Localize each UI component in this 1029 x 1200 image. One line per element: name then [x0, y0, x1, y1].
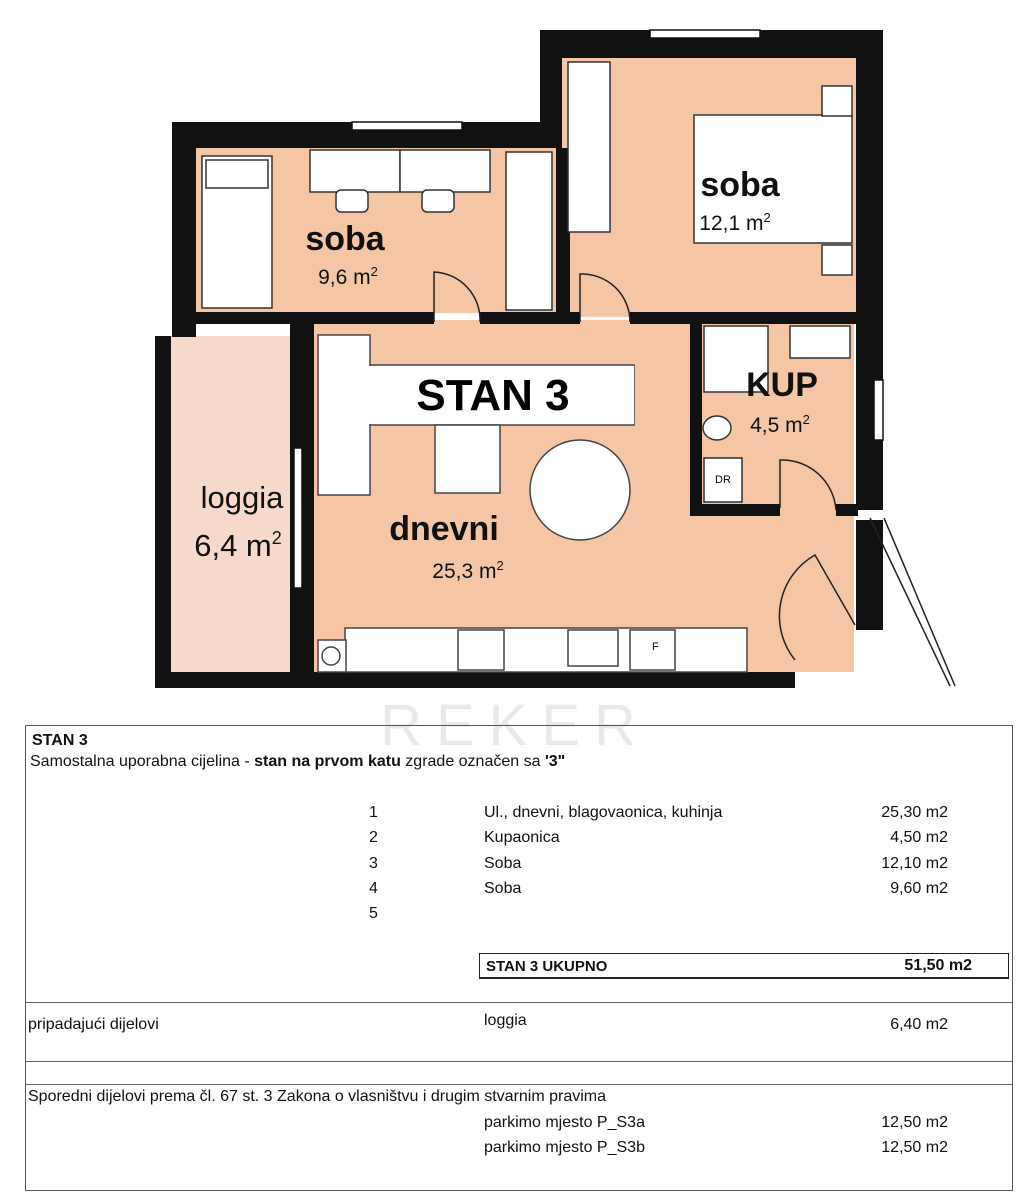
table-description: Samostalna uporabna cijelina - stan na prvom katu zgrade označen sa '3": [30, 753, 566, 770]
total-row: [479, 953, 1009, 979]
item-no-2: 2: [369, 829, 378, 846]
belonging-item: loggia: [484, 1012, 527, 1029]
parking-name-2: parkimo mjesto P_S3b: [484, 1139, 645, 1156]
item-name-3: Soba: [484, 855, 522, 872]
item-no-5: 5: [369, 905, 378, 922]
item-name-2: Kupaonica: [484, 829, 560, 846]
item-name-1: Ul., dnevni, blagovaonica, kuhinja: [484, 804, 723, 821]
item-no-1: 1: [369, 804, 378, 821]
item-no-3: 3: [369, 855, 378, 872]
divider-3: [26, 1084, 1012, 1085]
room-area-soba-large: 12,1 $m^2$: [699, 210, 771, 235]
room-name-soba-small: soba: [305, 220, 385, 258]
secondary-label: Sporedni dijelovi prema čl. 67 st. 3 Zakona o vlasništvu i drugim stvarnim pravima: [28, 1088, 607, 1105]
item-area-1: 25,30 m2: [881, 804, 948, 821]
belonging-area: 6,40 m2: [890, 1016, 948, 1033]
item-area-2: 4,50 m2: [890, 829, 948, 846]
item-area-3: 12,10 m2: [881, 855, 948, 872]
total-label: STAN 3 UKUPNO: [486, 958, 608, 975]
item-area-4: 9,60 m2: [890, 880, 948, 897]
room-area-loggia: 6,4 $m^2$: [194, 528, 282, 563]
area-table: [25, 725, 1013, 1191]
room-name-kup: KUP: [746, 366, 818, 404]
item-name-4: Soba: [484, 880, 522, 897]
total-area: 51,50 m2: [904, 957, 972, 974]
room-name-dnevni: dnevni: [389, 510, 499, 548]
fridge-label: F: [652, 641, 659, 653]
parking-name-1: parkimo mjesto P_S3a: [484, 1114, 645, 1131]
room-area-kup: 4,5 $m^2$: [750, 412, 810, 437]
room-area-soba-small: 9,6 $m^2$: [318, 264, 378, 289]
svg-text:REKER: REKER: [380, 693, 650, 758]
table-title: STAN 3: [32, 732, 88, 749]
apartment-label: STAN 3: [416, 371, 570, 420]
belonging-label: pripadajući dijelovi: [28, 1016, 159, 1033]
item-no-4: 4: [369, 880, 378, 897]
divider-1: [26, 1002, 1012, 1003]
room-name-soba-large: soba: [700, 166, 780, 204]
room-area-dnevni: 25,3 $m^2$: [432, 558, 504, 583]
room-name-loggia: loggia: [200, 480, 284, 515]
dryer-label: DR: [715, 474, 731, 486]
divider-2: [26, 1061, 1012, 1062]
parking-area-2: 12,50 m2: [881, 1139, 948, 1156]
parking-area-1: 12,50 m2: [881, 1114, 948, 1131]
